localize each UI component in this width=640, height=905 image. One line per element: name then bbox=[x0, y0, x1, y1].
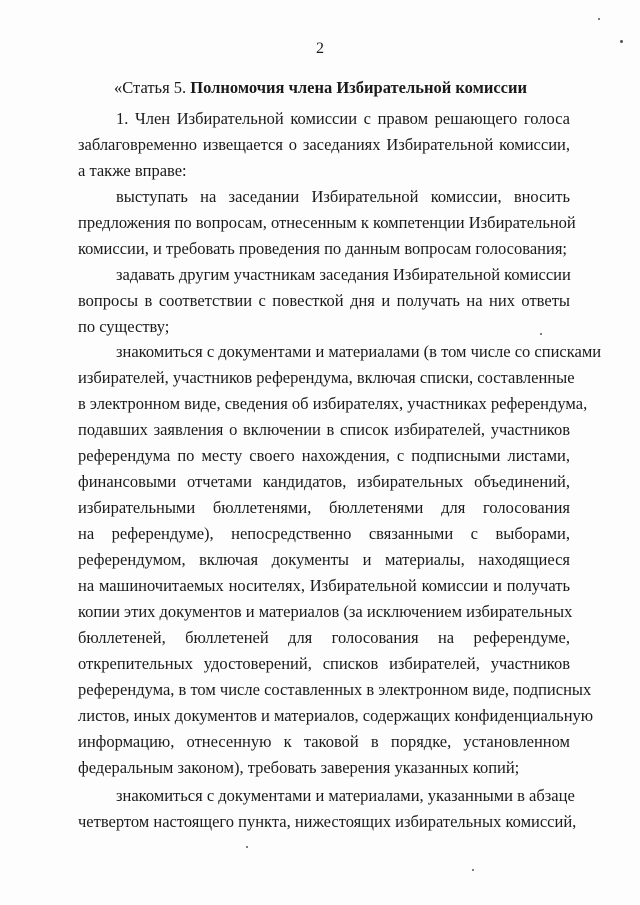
scan-speck bbox=[246, 846, 248, 848]
article-heading bbox=[114, 78, 527, 98]
text-line: открепительных удостоверений, списков избирателей, участников bbox=[78, 654, 570, 673]
page-number: 2 bbox=[316, 40, 324, 57]
text-line: финансовыми отчетами кандидатов, избирательных объединений, bbox=[78, 472, 570, 491]
text-line: подавших заявления о включении в список избирателей, участников bbox=[78, 420, 570, 439]
scan-speck bbox=[598, 18, 600, 20]
text-line: вопросы в соответствии с повесткой дня и получать на них ответы bbox=[78, 291, 570, 310]
text-line: четвертом настоящего пункта, нижестоящих избирательных комиссий, bbox=[78, 812, 577, 831]
text-line: в электронном виде, сведения об избирателях, участниках референдума, bbox=[78, 394, 588, 413]
text-line: бюллетеней, бюллетеней для голосования на референдуме, bbox=[78, 628, 570, 647]
text-line: выступать на заседании Избирательной комиссии, вносить bbox=[116, 187, 570, 206]
text-line: на машиночитаемых носителях, Избирательной комиссии и получать bbox=[78, 576, 570, 595]
text-line: избирательными бюллетенями, бюллетенями для голосования bbox=[78, 498, 570, 517]
text-line: копии этих документов и материалов (за исключением избирательных bbox=[78, 602, 573, 621]
text-line: комиссии, и требовать проведения по данным вопросам голосования; bbox=[78, 239, 567, 258]
text-line: на референдуме), непосредственно связанными с выборами, bbox=[78, 524, 570, 543]
article-heading-prefix: «Статья 5. bbox=[114, 78, 191, 97]
text-line: знакомиться с документами и материалами, указанными в абзаце bbox=[116, 786, 575, 805]
text-line: референдума, в том числе составленных в электронном виде, подписных bbox=[78, 680, 592, 699]
article-heading-title: Полномочия члена Избирательной комиссии bbox=[190, 78, 527, 97]
text-line: референдумом, включая документы и материалы, находящиеся bbox=[78, 550, 570, 569]
text-line: избирателей, участников референдума, включая списки, составленные bbox=[78, 368, 575, 387]
text-line: знакомиться с документами и материалами (в том числе со списками bbox=[116, 342, 602, 361]
text-line: предложения по вопросам, отнесенным к компетенции Избирательной bbox=[78, 213, 576, 232]
text-line: 1. Член Избирательной комиссии с правом решающего голоса bbox=[116, 109, 570, 128]
scan-speck bbox=[472, 869, 474, 871]
text-line: заблаговременно извещается о заседаниях Избирательной комиссии, bbox=[78, 135, 570, 154]
text-line: задавать другим участникам заседания Избирательной комиссии bbox=[116, 265, 571, 284]
text-line: федеральным законом), требовать заверения указанных копий; bbox=[78, 758, 520, 777]
text-line: листов, иных документов и материалов, содержащих конфиденциальную bbox=[78, 706, 594, 725]
text-line: информацию, отнесенную к таковой в порядке, установленном bbox=[78, 732, 570, 751]
scan-speck bbox=[540, 333, 542, 335]
scan-speck bbox=[620, 40, 623, 43]
text-line: а также вправе: bbox=[78, 161, 187, 180]
text-line: референдума по месту своего нахождения, с подписными листами, bbox=[78, 446, 570, 465]
text-line: по существу; bbox=[78, 317, 170, 336]
